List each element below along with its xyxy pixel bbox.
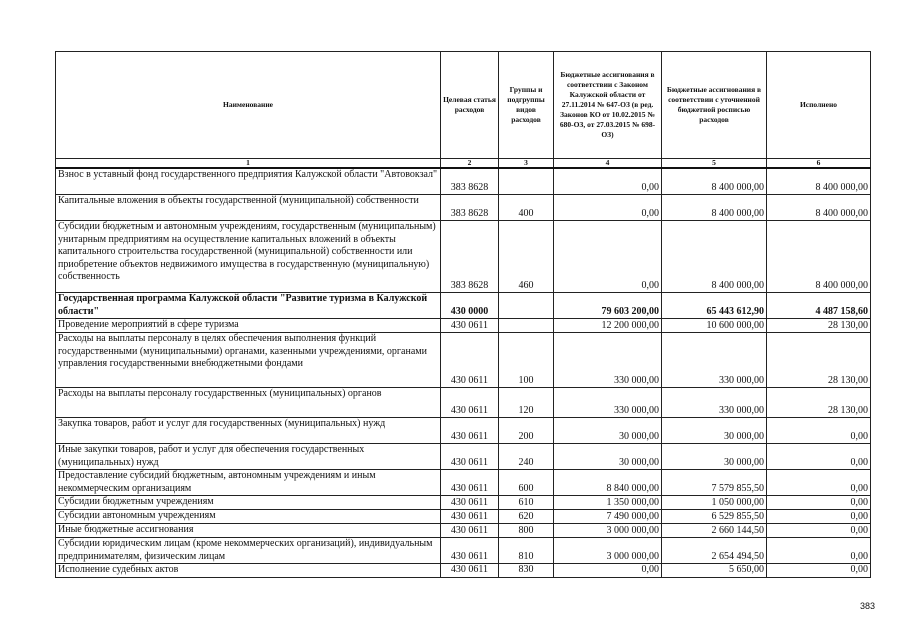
- col-number: 1: [56, 159, 441, 169]
- row-group: 100: [499, 333, 554, 388]
- row-code: 383 8628: [441, 221, 499, 293]
- row-list-amount: 8 400 000,00: [662, 221, 767, 293]
- row-code: 430 0611: [441, 319, 499, 333]
- row-name: Предоставление субсидий бюджетным, автономным учреждениям и иным некоммерческим организациям: [56, 470, 441, 496]
- row-code: 430 0611: [441, 470, 499, 496]
- table-row: [56, 333, 871, 388]
- table-row: [56, 221, 871, 293]
- row-group: 240: [499, 444, 554, 470]
- row-code: 430 0611: [441, 510, 499, 524]
- row-list-amount: 65 443 612,90: [662, 293, 767, 319]
- row-list-amount: 7 579 855,50: [662, 470, 767, 496]
- table-row: [56, 564, 871, 578]
- row-code: 430 0611: [441, 496, 499, 510]
- col-name-header: Наименование: [56, 52, 441, 159]
- table-row: [56, 418, 871, 444]
- row-list-amount: 330 000,00: [662, 333, 767, 388]
- row-law-amount: 8 840 000,00: [554, 470, 662, 496]
- row-code: 430 0611: [441, 418, 499, 444]
- row-group: [499, 293, 554, 319]
- row-done-amount: 0,00: [767, 524, 871, 538]
- row-done-amount: 0,00: [767, 510, 871, 524]
- row-done-amount: 0,00: [767, 538, 871, 564]
- row-law-amount: 3 000 000,00: [554, 524, 662, 538]
- table-row: [56, 319, 871, 333]
- table-row: [56, 293, 871, 319]
- row-list-amount: 8 400 000,00: [662, 195, 767, 221]
- row-done-amount: 0,00: [767, 470, 871, 496]
- row-group: 800: [499, 524, 554, 538]
- row-law-amount: 79 603 200,00: [554, 293, 662, 319]
- col-law-header: Бюджетные ассигнования в соответствии с Законом Калужской области от 27.11.2014 № 647-ОЗ (в ред. Законов КО от 10.02.2015 № 680-ОЗ, от 27.03.2015 № 698-ОЗ): [554, 52, 662, 159]
- row-done-amount: 28 130,00: [767, 388, 871, 418]
- row-group: 200: [499, 418, 554, 444]
- table-row: [56, 510, 871, 524]
- row-law-amount: 12 200 000,00: [554, 319, 662, 333]
- row-code: 430 0611: [441, 444, 499, 470]
- page-number: 383: [860, 601, 876, 611]
- row-law-amount: 7 490 000,00: [554, 510, 662, 524]
- row-law-amount: 0,00: [554, 195, 662, 221]
- table-row: [56, 444, 871, 470]
- row-done-amount: 8 400 000,00: [767, 195, 871, 221]
- row-law-amount: 3 000 000,00: [554, 538, 662, 564]
- row-law-amount: 30 000,00: [554, 444, 662, 470]
- row-law-amount: 0,00: [554, 221, 662, 293]
- row-list-amount: 5 650,00: [662, 564, 767, 578]
- row-group: [499, 319, 554, 333]
- row-list-amount: 6 529 855,50: [662, 510, 767, 524]
- row-name: Проведение мероприятий в сфере туризма: [56, 319, 441, 333]
- row-law-amount: 0,00: [554, 168, 662, 195]
- row-name: Субсидии бюджетным учреждениям: [56, 496, 441, 510]
- row-code: 430 0611: [441, 388, 499, 418]
- row-done-amount: 0,00: [767, 564, 871, 578]
- header-row: [56, 52, 871, 159]
- row-list-amount: 30 000,00: [662, 418, 767, 444]
- row-done-amount: 8 400 000,00: [767, 221, 871, 293]
- col-code-header: Целевая статья расходов: [441, 52, 499, 159]
- row-code: 430 0611: [441, 538, 499, 564]
- row-group: 620: [499, 510, 554, 524]
- row-code: 383 8628: [441, 168, 499, 195]
- row-law-amount: 1 350 000,00: [554, 496, 662, 510]
- row-group: 400: [499, 195, 554, 221]
- row-list-amount: 30 000,00: [662, 444, 767, 470]
- row-list-amount: 2 654 494,50: [662, 538, 767, 564]
- table-row: [56, 524, 871, 538]
- row-done-amount: 8 400 000,00: [767, 168, 871, 195]
- column-number-row: [56, 159, 871, 169]
- row-group: 810: [499, 538, 554, 564]
- col-number: 6: [767, 159, 871, 169]
- row-name: Взнос в уставный фонд государственного предприятия Калужской области "Автовокзал": [56, 168, 441, 195]
- table-row: [56, 538, 871, 564]
- col-done-header: Исполнено: [767, 52, 871, 159]
- row-law-amount: 0,00: [554, 564, 662, 578]
- row-group: 830: [499, 564, 554, 578]
- table-row: [56, 470, 871, 496]
- row-name: Субсидии юридическим лицам (кроме некоммерческих организаций), индивидуальным предпринимателям, физическим лицам: [56, 538, 441, 564]
- row-done-amount: 0,00: [767, 418, 871, 444]
- row-name: Иные бюджетные ассигнования: [56, 524, 441, 538]
- row-code: 430 0611: [441, 524, 499, 538]
- row-name: Субсидии автономным учреждениям: [56, 510, 441, 524]
- row-list-amount: 2 660 144,50: [662, 524, 767, 538]
- table-row: [56, 195, 871, 221]
- budget-table: [55, 51, 871, 578]
- row-code: 430 0611: [441, 564, 499, 578]
- row-list-amount: 8 400 000,00: [662, 168, 767, 195]
- row-group: [499, 168, 554, 195]
- row-done-amount: 0,00: [767, 444, 871, 470]
- col-number: 4: [554, 159, 662, 169]
- row-name: Расходы на выплаты персоналу государственных (муниципальных) органов: [56, 388, 441, 418]
- row-done-amount: 0,00: [767, 496, 871, 510]
- row-name: Исполнение судебных актов: [56, 564, 441, 578]
- row-code: 430 0611: [441, 333, 499, 388]
- row-group: 120: [499, 388, 554, 418]
- row-list-amount: 10 600 000,00: [662, 319, 767, 333]
- col-number: 5: [662, 159, 767, 169]
- row-name: Расходы на выплаты персоналу в целях обеспечения выполнения функций государственными (муниципальными) органами, казенными учреждениями, органами управления государственными внебюджетными фондами: [56, 333, 441, 388]
- row-name: Государственная программа Калужской области "Развитие туризма в Калужской области": [56, 293, 441, 319]
- row-name: Иные закупки товаров, работ и услуг для обеспечения государственных (муниципальных) нужд: [56, 444, 441, 470]
- row-name: Субсидии бюджетным и автономным учреждениям, государственным (муниципальным) унитарным предприятиям на осуществление капитальных вложений в объекты капитального строительства государственной (муниципальной) собственности или приобретение объектов недвижимого имущества в государственную (муниципальную) собственность: [56, 221, 441, 293]
- row-code: 383 8628: [441, 195, 499, 221]
- row-law-amount: 330 000,00: [554, 333, 662, 388]
- col-list-header: Бюджетные ассигнования в соответствии с уточненной бюджетной росписью расходов: [662, 52, 767, 159]
- row-done-amount: 4 487 158,60: [767, 293, 871, 319]
- row-group: 600: [499, 470, 554, 496]
- row-code: 430 0000: [441, 293, 499, 319]
- row-law-amount: 330 000,00: [554, 388, 662, 418]
- row-name: Капитальные вложения в объекты государственной (муниципальной) собственности: [56, 195, 441, 221]
- table-row: [56, 168, 871, 195]
- col-group-header: Группы и подгруппы видов расходов: [499, 52, 554, 159]
- col-number: 3: [499, 159, 554, 169]
- row-list-amount: 330 000,00: [662, 388, 767, 418]
- col-number: 2: [441, 159, 499, 169]
- row-done-amount: 28 130,00: [767, 319, 871, 333]
- row-name: Закупка товаров, работ и услуг для государственных (муниципальных) нужд: [56, 418, 441, 444]
- table-row: [56, 388, 871, 418]
- row-list-amount: 1 050 000,00: [662, 496, 767, 510]
- row-group: 460: [499, 221, 554, 293]
- table-row: [56, 496, 871, 510]
- row-group: 610: [499, 496, 554, 510]
- row-law-amount: 30 000,00: [554, 418, 662, 444]
- row-done-amount: 28 130,00: [767, 333, 871, 388]
